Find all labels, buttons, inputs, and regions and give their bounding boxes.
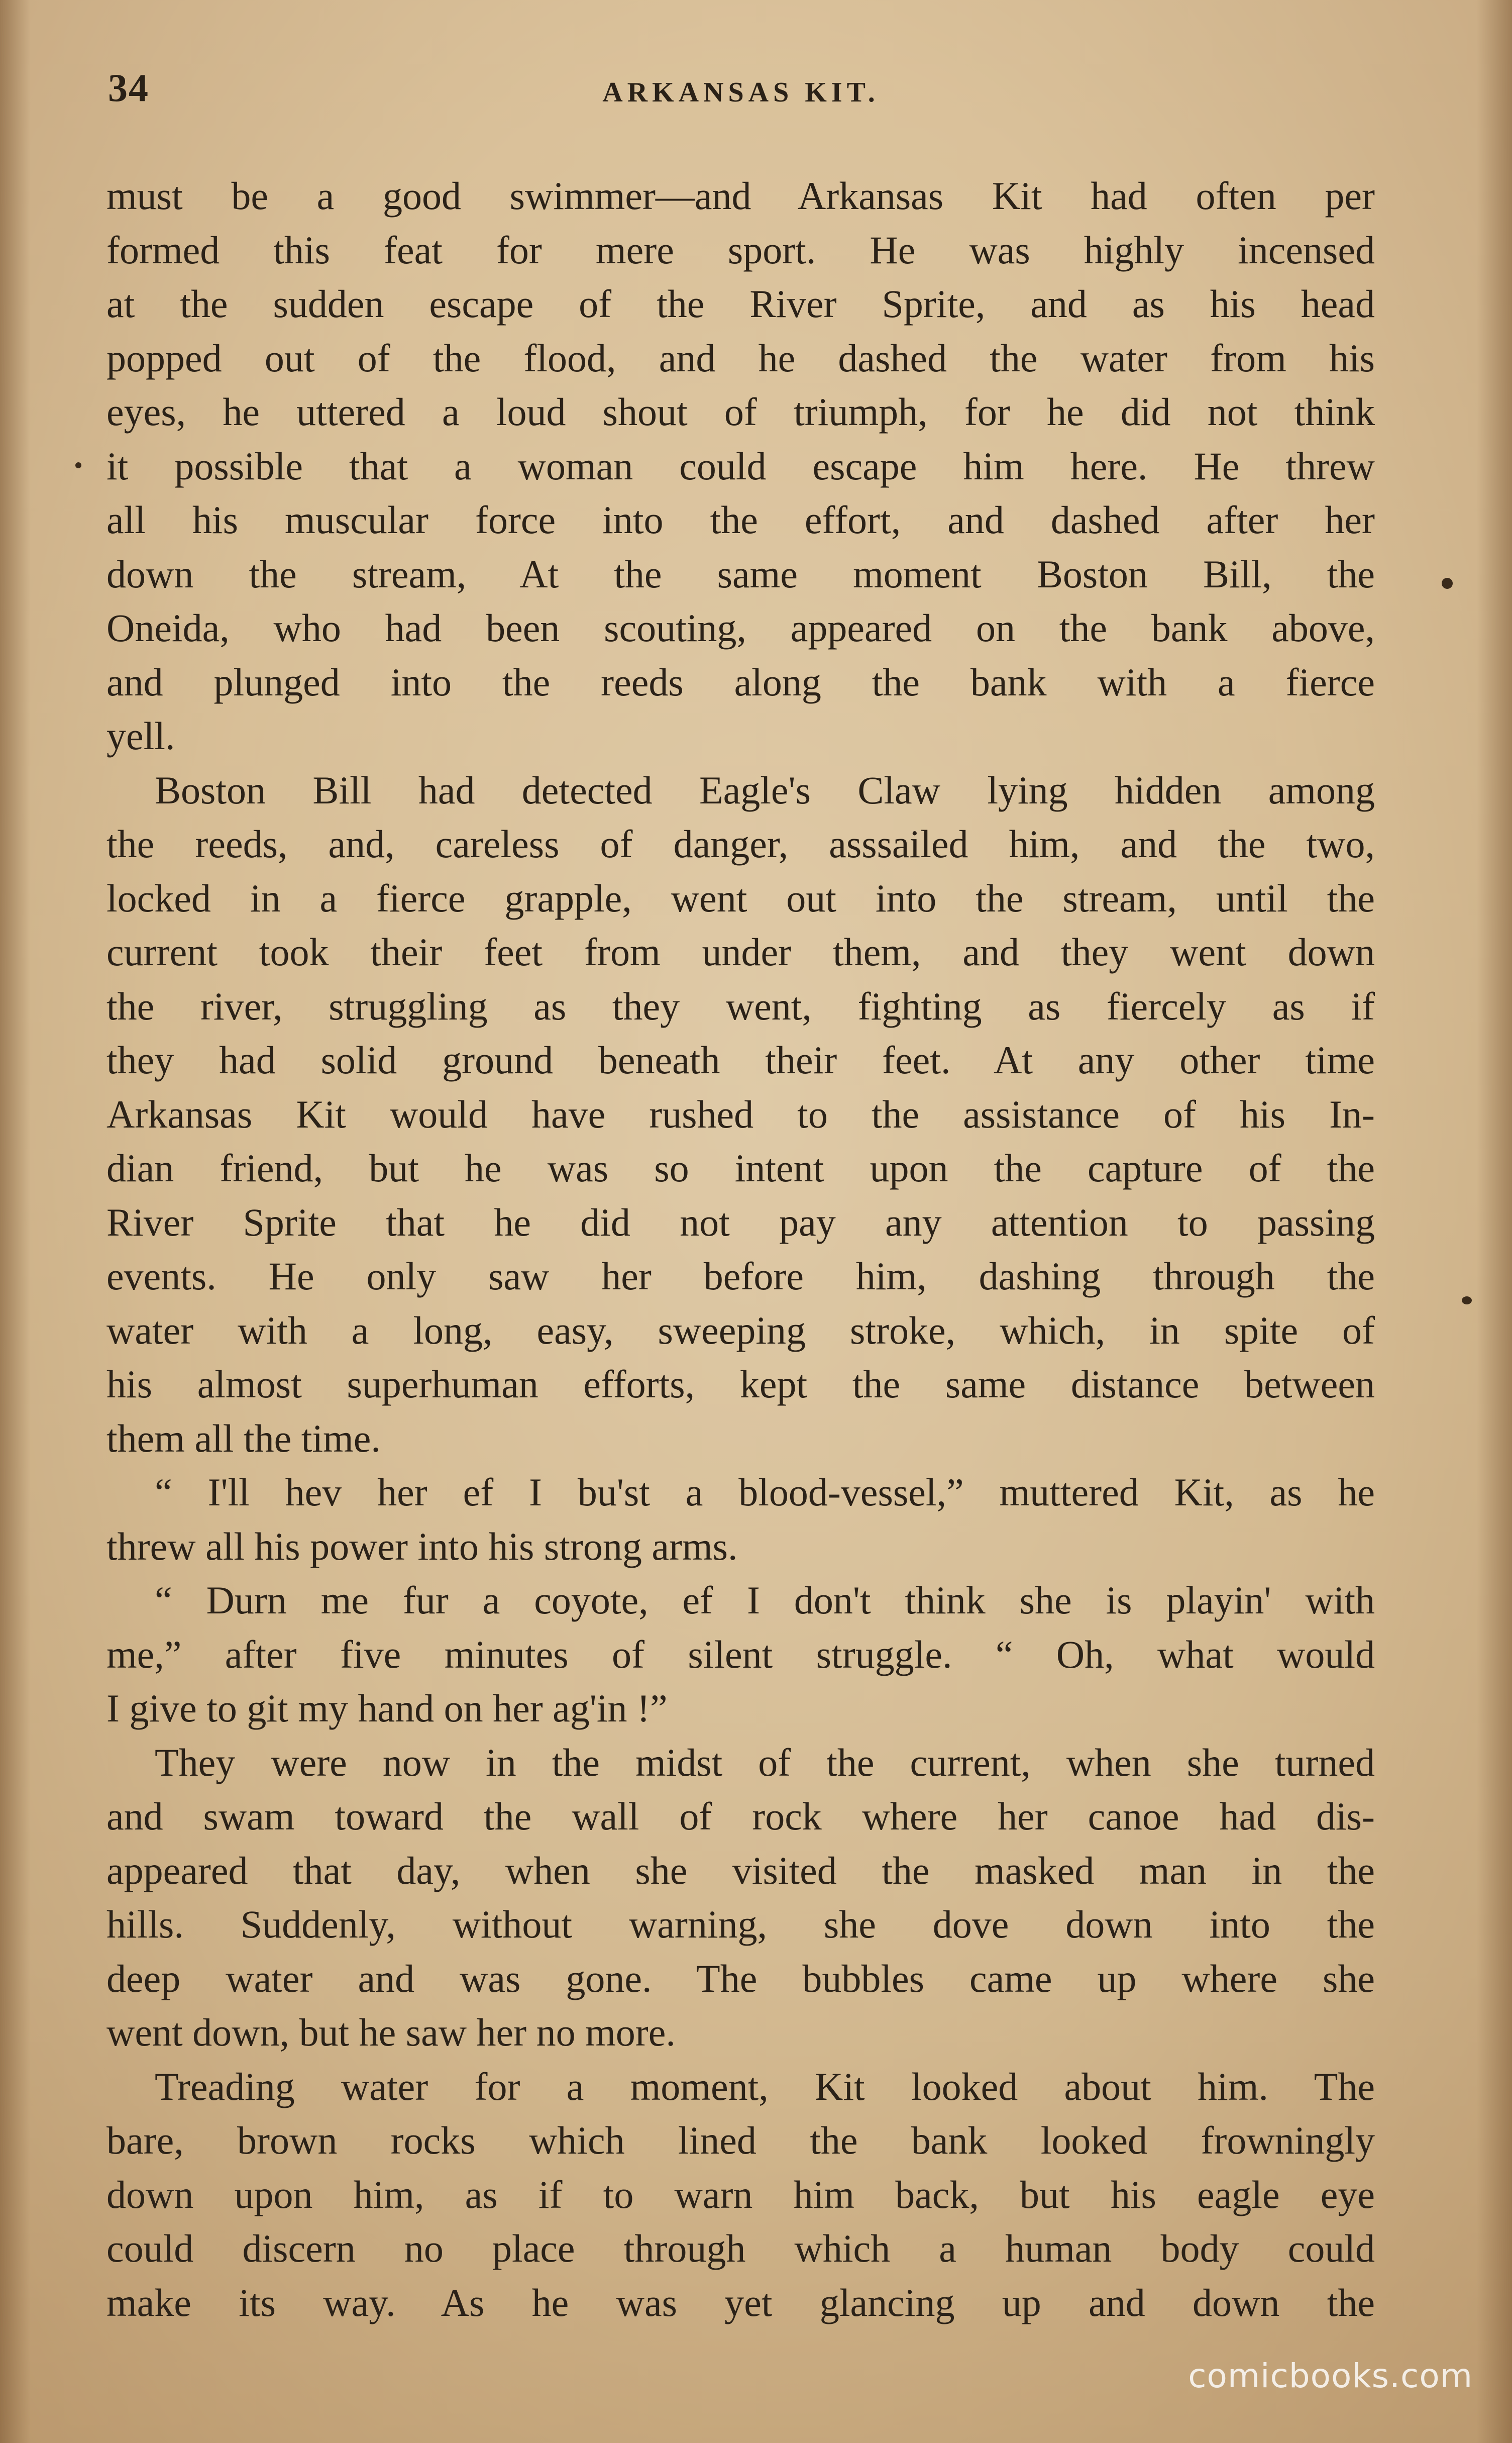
text-line: it possible that a woman could escape him here. He threw — [106, 444, 1375, 488]
text-line: the reeds, and, careless of danger, asssailed him, and the two, — [106, 822, 1375, 866]
text-line: at the sudden escape of the River Sprite, and as his head — [106, 282, 1375, 326]
text-line: Boston Bill had detected Eagle's Claw lying hidden among — [155, 768, 1375, 812]
text-line: appeared that day, when she visited the masked man in the — [106, 1848, 1375, 1892]
text-line: They were now in the midst of the current, when she turned — [155, 1740, 1375, 1784]
text-line: all his muscular force into the effort, and dashed after her — [106, 498, 1375, 542]
text-line: River Sprite that he did not pay any attention to passing — [106, 1200, 1375, 1244]
text-line: his almost superhuman efforts, kept the same distance between — [106, 1362, 1375, 1406]
text-line: could discern no place through which a human body could — [106, 2226, 1375, 2270]
text-line: formed this feat for mere sport. He was highly incensed — [106, 228, 1375, 272]
text-line: and plunged into the reeds along the bank with a fierce — [106, 660, 1375, 704]
ink-speck — [1462, 1296, 1472, 1304]
page-edge-shadow-right — [1477, 0, 1512, 2443]
text-line: I give to git my hand on her ag'in !” — [106, 1686, 668, 1730]
text-line: make its way. As he was yet glancing up and down the — [106, 2280, 1375, 2324]
text-line: popped out of the flood, and he dashed the water from his — [106, 336, 1375, 380]
ink-speck — [1442, 578, 1453, 589]
text-line: Oneida, who had been scouting, appeared on the bank above, — [106, 606, 1375, 650]
text-line: deep water and was gone. The bubbles came up where she — [106, 1956, 1375, 2000]
text-line: Arkansas Kit would have rushed to the assistance of his In- — [106, 1092, 1375, 1136]
text-line: they had solid ground beneath their feet. At any other time — [106, 1038, 1375, 1082]
watermark-text: comicbooks.com — [1188, 2357, 1473, 2395]
text-line: dian friend, but he was so intent upon the capture of the — [106, 1146, 1375, 1190]
text-line: eyes, he uttered a loud shout of triumph, for he did not think — [106, 390, 1375, 434]
text-line: down the stream, At the same moment Boston Bill, the — [106, 552, 1375, 596]
text-line: down upon him, as if to warn him back, but his eagle eye — [106, 2172, 1375, 2216]
body-text — [106, 169, 1375, 2329]
text-line: hills. Suddenly, without warning, she dove down into the — [106, 1902, 1375, 1946]
text-line: “ Durn me fur a coyote, ef I don't think she is playin' with — [155, 1578, 1375, 1622]
text-line: bare, brown rocks which lined the bank looked frowningly — [106, 2118, 1375, 2162]
text-line: must be a good swimmer—and Arkansas Kit had often per — [106, 174, 1375, 218]
text-line: me,” after five minutes of silent struggle. “ Oh, what would — [106, 1632, 1375, 1676]
text-line: and swam toward the wall of rock where her canoe had dis- — [106, 1794, 1375, 1838]
text-line: Treading water for a moment, Kit looked about him. The — [155, 2064, 1375, 2108]
running-head: ARKANSAS KIT. — [602, 77, 880, 108]
page-number: 34 — [108, 66, 149, 110]
text-line: yell. — [106, 714, 175, 758]
text-line: threw all his power into his strong arms. — [106, 1524, 738, 1568]
page-edge-shadow-left — [0, 0, 30, 2443]
text-line: current took their feet from under them, and they went down — [106, 930, 1375, 974]
text-line: locked in a fierce grapple, went out into the stream, until the — [106, 876, 1375, 920]
text-line: “ I'll hev her ef I bu'st a blood-vessel,” muttered Kit, as he — [155, 1470, 1375, 1514]
ink-speck — [75, 462, 81, 468]
text-line: water with a long, easy, sweeping stroke, which, in spite of — [106, 1308, 1375, 1352]
text-line: went down, but he saw her no more. — [106, 2010, 676, 2054]
text-line: the river, struggling as they went, fighting as fiercely as if — [106, 984, 1375, 1028]
page-header — [108, 65, 1374, 121]
text-line: events. He only saw her before him, dashing through the — [106, 1254, 1375, 1298]
text-line: them all the time. — [106, 1416, 381, 1460]
